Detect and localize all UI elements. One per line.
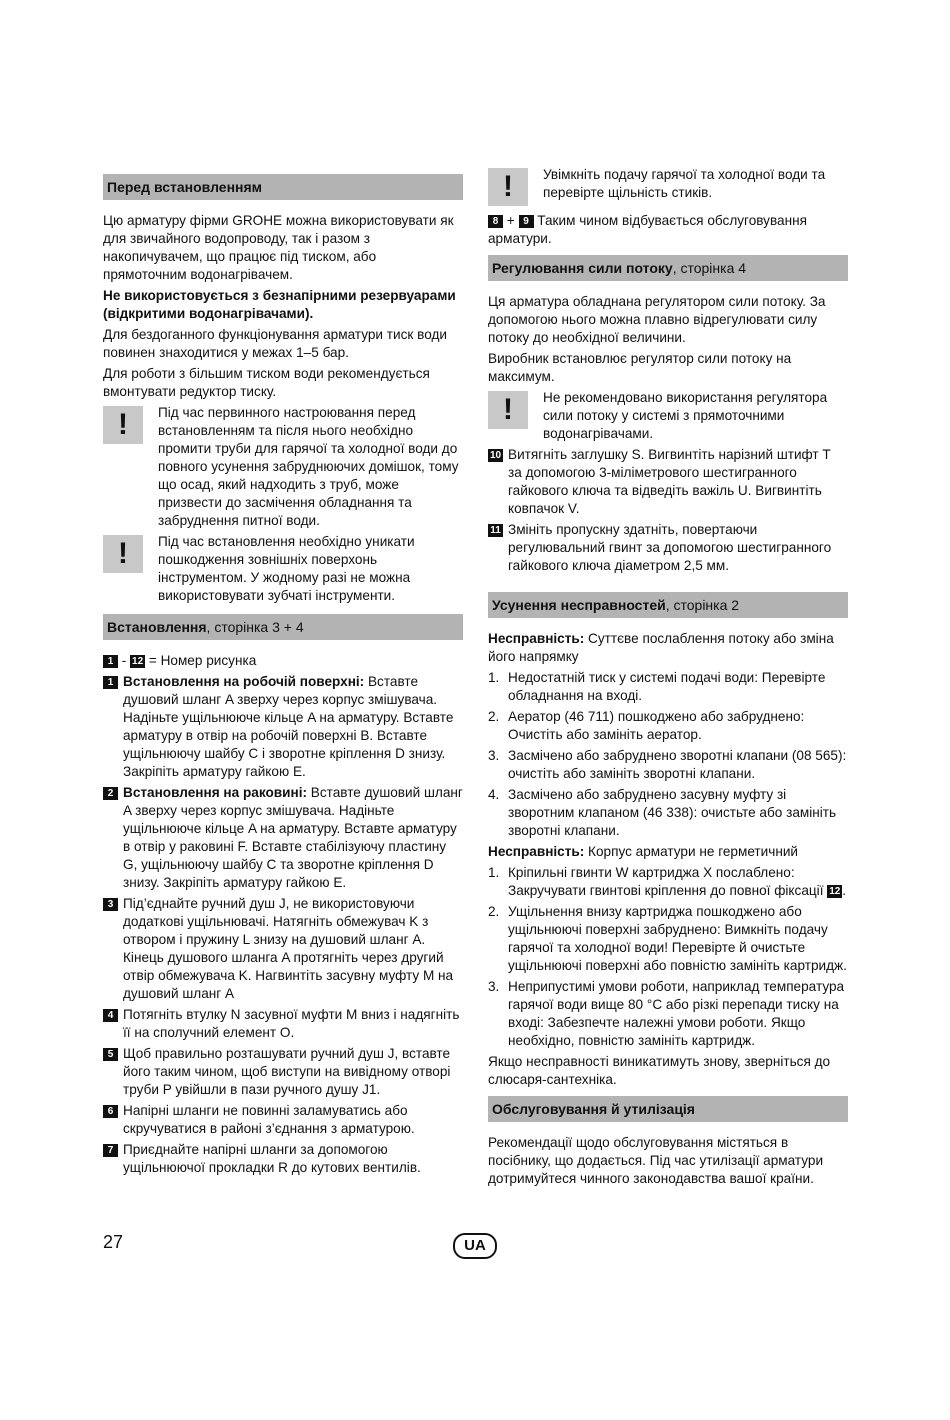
list-item: 2. Аератор (46 711) пошкоджено або забруднено: Очистіть або замініть аератор. [488, 709, 805, 742]
figure-number-badge: 5 [103, 1048, 118, 1061]
figure-number-badge: 10 [489, 450, 502, 461]
figure-range-legend: 1 - 12 = Номер рисунка [103, 652, 463, 670]
flow-max: Виробник встановлює регулятор сили потоку на максимум. [488, 351, 792, 384]
service-text: Рекомендації щодо обслуговування містяться в посібнику, що додається. Під час утилізації арматури дотримуйтеся чинного законодавства вашої країни. [488, 1135, 824, 1186]
section-header-before-installation: Перед встановленням [103, 174, 463, 200]
warning-text: Увімкніть подачу гарячої та холодної води та перевірте щільність стиків. [543, 167, 826, 200]
figure-number-badge: 2 [103, 787, 118, 800]
section-header-troubleshooting: Усунення несправностей, сторінка 2 [488, 592, 848, 618]
country-code-badge: UA [453, 1233, 497, 1259]
figure-number-badge: 8 [488, 215, 503, 228]
flow-intro: Ця арматура обладнана регулятором сили потоку. За допомогою нього можна плавно відрегулювати силу потоку до необхідної величини. [488, 294, 826, 345]
list-item: 3. Неприпустимі умови роботи, наприклад температура гарячої води вище 80 °C або різкі перепади тиску на вході: Забезпечте належні умови роботи. Якщо необхідно, повністю замініть картридж. [488, 979, 845, 1048]
warning-block [103, 404, 463, 530]
step-8-9: 8 + 9 Таким чином відбувається обслуговування арматури. [488, 213, 807, 246]
section-header-service-disposal: Обслуговування й утилізація [488, 1096, 848, 1122]
figure-number-badge: 4 [103, 1009, 118, 1022]
list-item: 3. Засмічено або забруднено зворотні клапани (08 565): очистіть або замініть зворотні клапани. [488, 748, 847, 781]
fault-2-causes [488, 903, 848, 1050]
list-item: 4. Засмічено або забруднено засувну муфту зі зворотним клапаном (46 338): очистьте або замініть зворотні клапани. [488, 787, 837, 838]
not-used-warning: Не використовується з безнапірними резервуарами (відкритими водонагрівачами). [103, 288, 456, 321]
page-number: 27 [103, 1232, 124, 1252]
intro-text: Цю арматуру фірми GROHE можна використовувати як для звичайного водопроводу, так і разом з накопичувачем, що працює під тиском, або прямоточним водонагрівачем. [103, 213, 454, 282]
figure-number-badge: 11 [488, 524, 503, 537]
warning-text: Під час первинного настроювання перед встановленням та після нього необхідно промити труби для гарячої та холодної води до повного усунення забруднюючих домішок, тому що осад, який надходить з труб, може призвести до засмічення обладнання та забруднення питної води. [158, 405, 459, 528]
figure-number-badge: 1 [103, 676, 118, 689]
warning-block [488, 166, 848, 206]
installation-step: 5 Щоб правильно розташувати ручний душ J, вставте його таким чином, щоб виступи на вивідному отворі труби P увійшли в пази ручного душу J1. [103, 1045, 463, 1099]
step-10: 10 Витягніть заглушку S. Вигвинтіть нарізний штифт T за допомогою 3-міліметрового шестигранного гайкового ключа та відведіть важіль U. Вигвинтіть ковпачок V. [489, 447, 831, 516]
installation-step: 3 Під’єднайте ручний душ J, не використовуючи додаткові ущільнювачі. Натягніть обмежувач K з отвором і пружину L знизу на душовий шланг A. Кінець душового шланга A протягніть через другий отвір обмежувача K. Нагвинтіть засувну муфту M на душовий шланг A [103, 895, 463, 1003]
figure-number-badge: 6 [103, 1105, 118, 1118]
fault-2: Несправність: Корпус арматури не герметичний [488, 844, 799, 859]
figure-number-badge: 12 [829, 886, 841, 897]
step-11: 11 Змініть пропускну здатніть, повертаючи регулювальний гвинт за допомогою шестигранного гайкового ключа діаметром 2,5 мм. [488, 521, 848, 575]
installation-step: 7 Приєднайте напірні шланги за допомогою ущільнюючої прокладки R до кутових вентилів. [103, 1141, 463, 1177]
figure-number-badge: 3 [103, 898, 118, 911]
warning-text: Під час встановлення необхідно уникати пошкодження зовнішніх поверхонь інструментом. У жодному разі не можна використовувати зубчаті інструменти. [158, 534, 415, 603]
installation-steps [103, 673, 463, 1177]
exclamation-icon: ! [488, 391, 528, 429]
installation-step: 6 Напірні шланги не повинні заламуватись або скручуватися в районі з’єднання з арматурою. [103, 1102, 463, 1138]
section-header-installation: Встановлення, сторінка 3 + 4 [103, 614, 463, 640]
installation-step: 2 Встановлення на раковині: Вставте душовий шланг A зверху через корпус змішувача. Надіньте ущільнююче кільце A на арматуру. Вставте арматуру в отвір у раковині F. Вставте стабілізуючу пластину G, ущільнюючу шайбу C та зворотне кріплення D знизу. Закріпіть арматуру гайкою E. [103, 784, 463, 892]
pressure-text: Для бездоганного функціонування арматури тиск води повинен знаходитися у межах 1–5 бар. [103, 327, 447, 360]
right-column [488, 166, 848, 1191]
warning-block [103, 533, 463, 605]
exclamation-icon: ! [488, 168, 528, 206]
figure-number-badge: 1 [103, 655, 118, 668]
list-item: 1. Кріпильні гвинти W картриджа X послаблено: Закручувати гвинтові кріплення до повної фіксації 12 . [488, 865, 847, 898]
fault-1-causes [488, 669, 848, 840]
installation-step: 4 Потягніть втулку N засувної муфти M вниз і надягніть її на сполучний елемент O. [103, 1006, 463, 1042]
section-header-flow-regulation: Регулювання сили потоку, сторінка 4 [488, 255, 848, 281]
trouble-footer: Якщо несправності виникатимуть знову, зверніться до слюсаря-сантехніка. [488, 1054, 831, 1087]
installation-step: 1 Встановлення на робочій поверхні: Вставте душовий шланг A зверху через корпус змішувача. Надіньте ущільнююче кільце A на арматуру. Вставте арматуру в отвір на робочій поверхні B. Вставте ущільнюючу шайбу C і зворотне кріплення D знизу. Закріпіть арматуру гайкою E. [103, 673, 463, 781]
exclamation-icon: ! [103, 535, 143, 573]
exclamation-icon: ! [103, 406, 143, 444]
left-column [103, 166, 463, 1180]
warning-text: Не рекомендовано використання регулятора сили потоку у системі з прямоточними водонагрівачами. [543, 390, 828, 441]
warning-block [488, 389, 848, 443]
figure-number-badge: 9 [519, 215, 534, 228]
list-item: 1. Недостатній тиск у системі подачі води: Перевірте обладнання на вході. [488, 670, 826, 703]
fault-1: Несправність: Суттєве послаблення потоку або зміна його напрямку [488, 631, 834, 664]
figure-number-badge: 7 [103, 1144, 118, 1157]
list-item: 2. Ущільнення внизу картриджа пошкоджено або ущільнюючі поверхні забруднено: Вимкніть подачу гарячої та холодної води! Перевірте й очистьте ущільнюючі поверхні або повністю замініть картридж. [488, 904, 847, 973]
reducer-text: Для роботи з більшим тиском води рекомендується вмонтувати редуктор тиску. [103, 366, 430, 399]
figure-number-badge: 12 [132, 656, 144, 667]
